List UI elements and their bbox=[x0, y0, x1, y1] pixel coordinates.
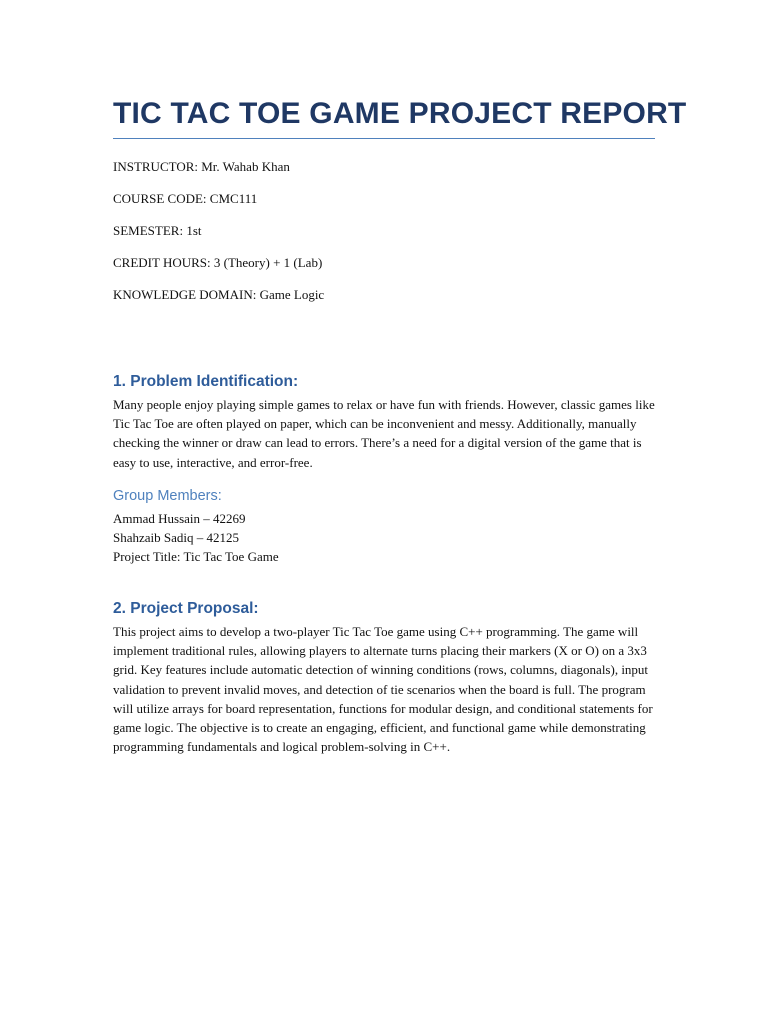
meta-instructor: INSTRUCTOR: Mr. Wahab Khan bbox=[113, 159, 290, 174]
heading-project-proposal: 2. Project Proposal: bbox=[113, 600, 259, 617]
paragraph-project-proposal: This project aims to develop a two-player Tic Tac Toe game using C++ programming. The game will implement traditional rules, allowing players to alternate turns placing their markers (X or O) on a 3x3 grid. Key features include automatic detection of winning conditions (rows, columns, diagonals), input validation to prevent invalid moves, and detection of tie scenarios when the board is full. The program will utilize arrays for board representation, functions for modular design, and conditional statements for game logic. The objective is to create an engaging, efficient, and functional game while demonstrating programming fundamentals and logical problem-solving in C++. bbox=[113, 624, 653, 755]
project-title-line: Project Title: Tic Tac Toe Game bbox=[113, 549, 279, 565]
document-content bbox=[113, 94, 687, 755]
paragraph-problem-identification: Many people enjoy playing simple games to relax or have fun with friends. However, classic games like Tic Tac Toe are often played on paper, which can be inconvenient and messy. Additionally, manually checking the winner or draw can lead to errors. There’s a need for a digital version of the game that is easy to use, interactive, and error-free. bbox=[113, 397, 655, 470]
meta-course-code: COURSE CODE: CMC111 bbox=[113, 191, 258, 206]
meta-credit-hours: CREDIT HOURS: 3 (Theory) + 1 (Lab) bbox=[113, 255, 323, 270]
section-problem-identification bbox=[113, 372, 655, 472]
heading-group-members: Group Members: bbox=[113, 488, 222, 504]
heading-problem-identification: 1. Problem Identification: bbox=[113, 373, 299, 390]
section-group-members bbox=[113, 486, 655, 567]
meta-semester: SEMESTER: 1st bbox=[113, 223, 202, 238]
meta-knowledge-domain: KNOWLEDGE DOMAIN: Game Logic bbox=[113, 287, 325, 302]
document-title: TIC TAC TOE GAME PROJECT REPORT bbox=[113, 94, 655, 139]
member-line: Ammad Hussain – 42269 bbox=[113, 511, 246, 526]
section-project-proposal bbox=[113, 599, 655, 756]
course-meta bbox=[113, 159, 655, 303]
member-line: Shahzaib Sadiq – 42125 bbox=[113, 530, 240, 546]
